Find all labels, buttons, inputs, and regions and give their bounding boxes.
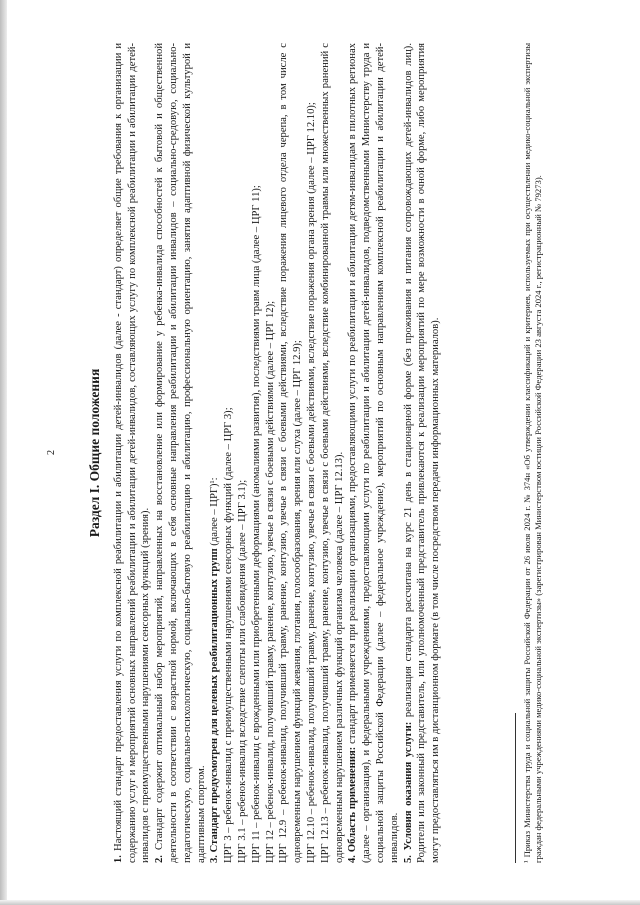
footnote: ¹ Приказ Министерства труда и социальной защиты Российской Федерации от 26 июля 2024 г. № 374н «Об утверждении классификаций и критериев, используемых при осуществлении медико-социальной экспертизы граждан федеральными учреждениями медико-социальной экспертизы» (зарегистрирован Министерством юстиции Российской Федерации 23 августа 2024 г., регистрационный № 79273).	[522, 43, 543, 863]
paragraph-5: 5. Условия оказания услуги: реализация стандарта рассчитана на курс 21 день в стационарной форме (без проживания и питания сопровождающих детей-инвалидов лиц). Родители или законный представитель, или уполномоченный представитель привлекаются к реализации мероприятий по мере возможности в очной форме, либо мероприятия могут предоставляться им в дистанционном формате (в том числе посредством передачи информационных материалов).	[402, 43, 442, 863]
paragraph-3: 3. Стандарт предусмотрен для целевых реабилитационных групп (далее – ЦРГ)¹:	[209, 477, 221, 863]
document-body	[88, 43, 443, 863]
paragraph-1: 1. Настоящий стандарт предоставления услуги по комплексной реабилитации и абилитации детей-инвалидов (далее - стандарт) определяет общие требования к организации и содержанию услуг и мероприятий основных направлений реабилитации и абилитации детей-инвалидов, составляющих услугу по комплексной реабилитации и абилитации детей-инвалидов с преимущественными нарушениями сенсорных функций (зрения).	[112, 43, 152, 863]
crg-item: ЦРГ 12.9 – ребенок-инвалид, получивший травму, ранение, контузию, увечье в связи с боевыми действиями, вследствие поражения лицевого отдела черепа, в том числе с одновременным нарушением функций жевания, глотания, голосообразования, зрения или слуха (далее – ЦРГ 12.9);	[278, 43, 304, 863]
crg-item: ЦРГ 3 – ребенок-инвалид с преимущественными нарушениями сенсорных функций (далее – ЦРГ 3);	[223, 407, 235, 863]
crg-item: ЦРГ 12.13 – ребенок-инвалид, получивший травму, ранение, контузию, увечье в связи с боевыми действиями, вследствие комбинированной травмы или множественных ранений с одновременным нарушением различных функций организма человека (далее – ЦРГ 12.13).	[319, 43, 345, 863]
footnote-divider	[515, 713, 516, 863]
crg-item: ЦРГ 11 – ребенок-инвалид с врожденными или приобретенными деформациями (аномалиями развития), последствиями травм лица (далее – ЦРГ 11);	[250, 185, 262, 863]
crg-item: ЦРГ 12 – ребенок-инвалид, получивший травму, ранение, контузию, увечье в связи с боевыми действиями (далее – ЦРГ 12);	[264, 300, 276, 863]
section-title: Раздел I. Общие положения	[87, 368, 102, 538]
crg-item: ЦРГ 3.1 – ребенок-инвалид вследствие слепоты или слабовидения (далее – ЦРГ 3.1);	[236, 479, 248, 863]
page-number: 2	[46, 449, 57, 456]
paragraph-2: 2. Стандарт содержит оптимальный набор мероприятий, направленных на восстановление или формирование у ребенка-инвалида способностей к бытовой и общественной деятельности в соответствии с возрастной нормой, включающих в себя основные направления реабилитации и абилитации инвалидов – социально-средовую, социально-педагогическую, социально-психологическую, социально-бытовую реабилитацию и абилитацию, профессиональную ориентацию, занятия адаптивной физической культурой и адаптивным спортом.	[154, 43, 207, 863]
crg-item: ЦРГ 12.10 – ребенок-инвалид, получивший травму, ранение, контузию, увечье в связи с боевыми действиями, вследствие поражения органа зрения (далее – ЦРГ 12.10);	[305, 102, 317, 863]
paragraph-4: 4. Область применения: стандарт применяется при реализации организациями, предоставляющими услуги по реабилитации и абилитации детям-инвалидам в пилотных регионах (далее – организация), и федеральными учреждениями, предоставляющими услуги по реабилитации и абилитации детей-инвалидов, подведомственными Министерству труда и социальной защиты Российской Федерации (далее – федеральное учреждение), мероприятий по основным направлениям комплексной реабилитации и абилитации детей-инвалидов.	[347, 43, 400, 863]
